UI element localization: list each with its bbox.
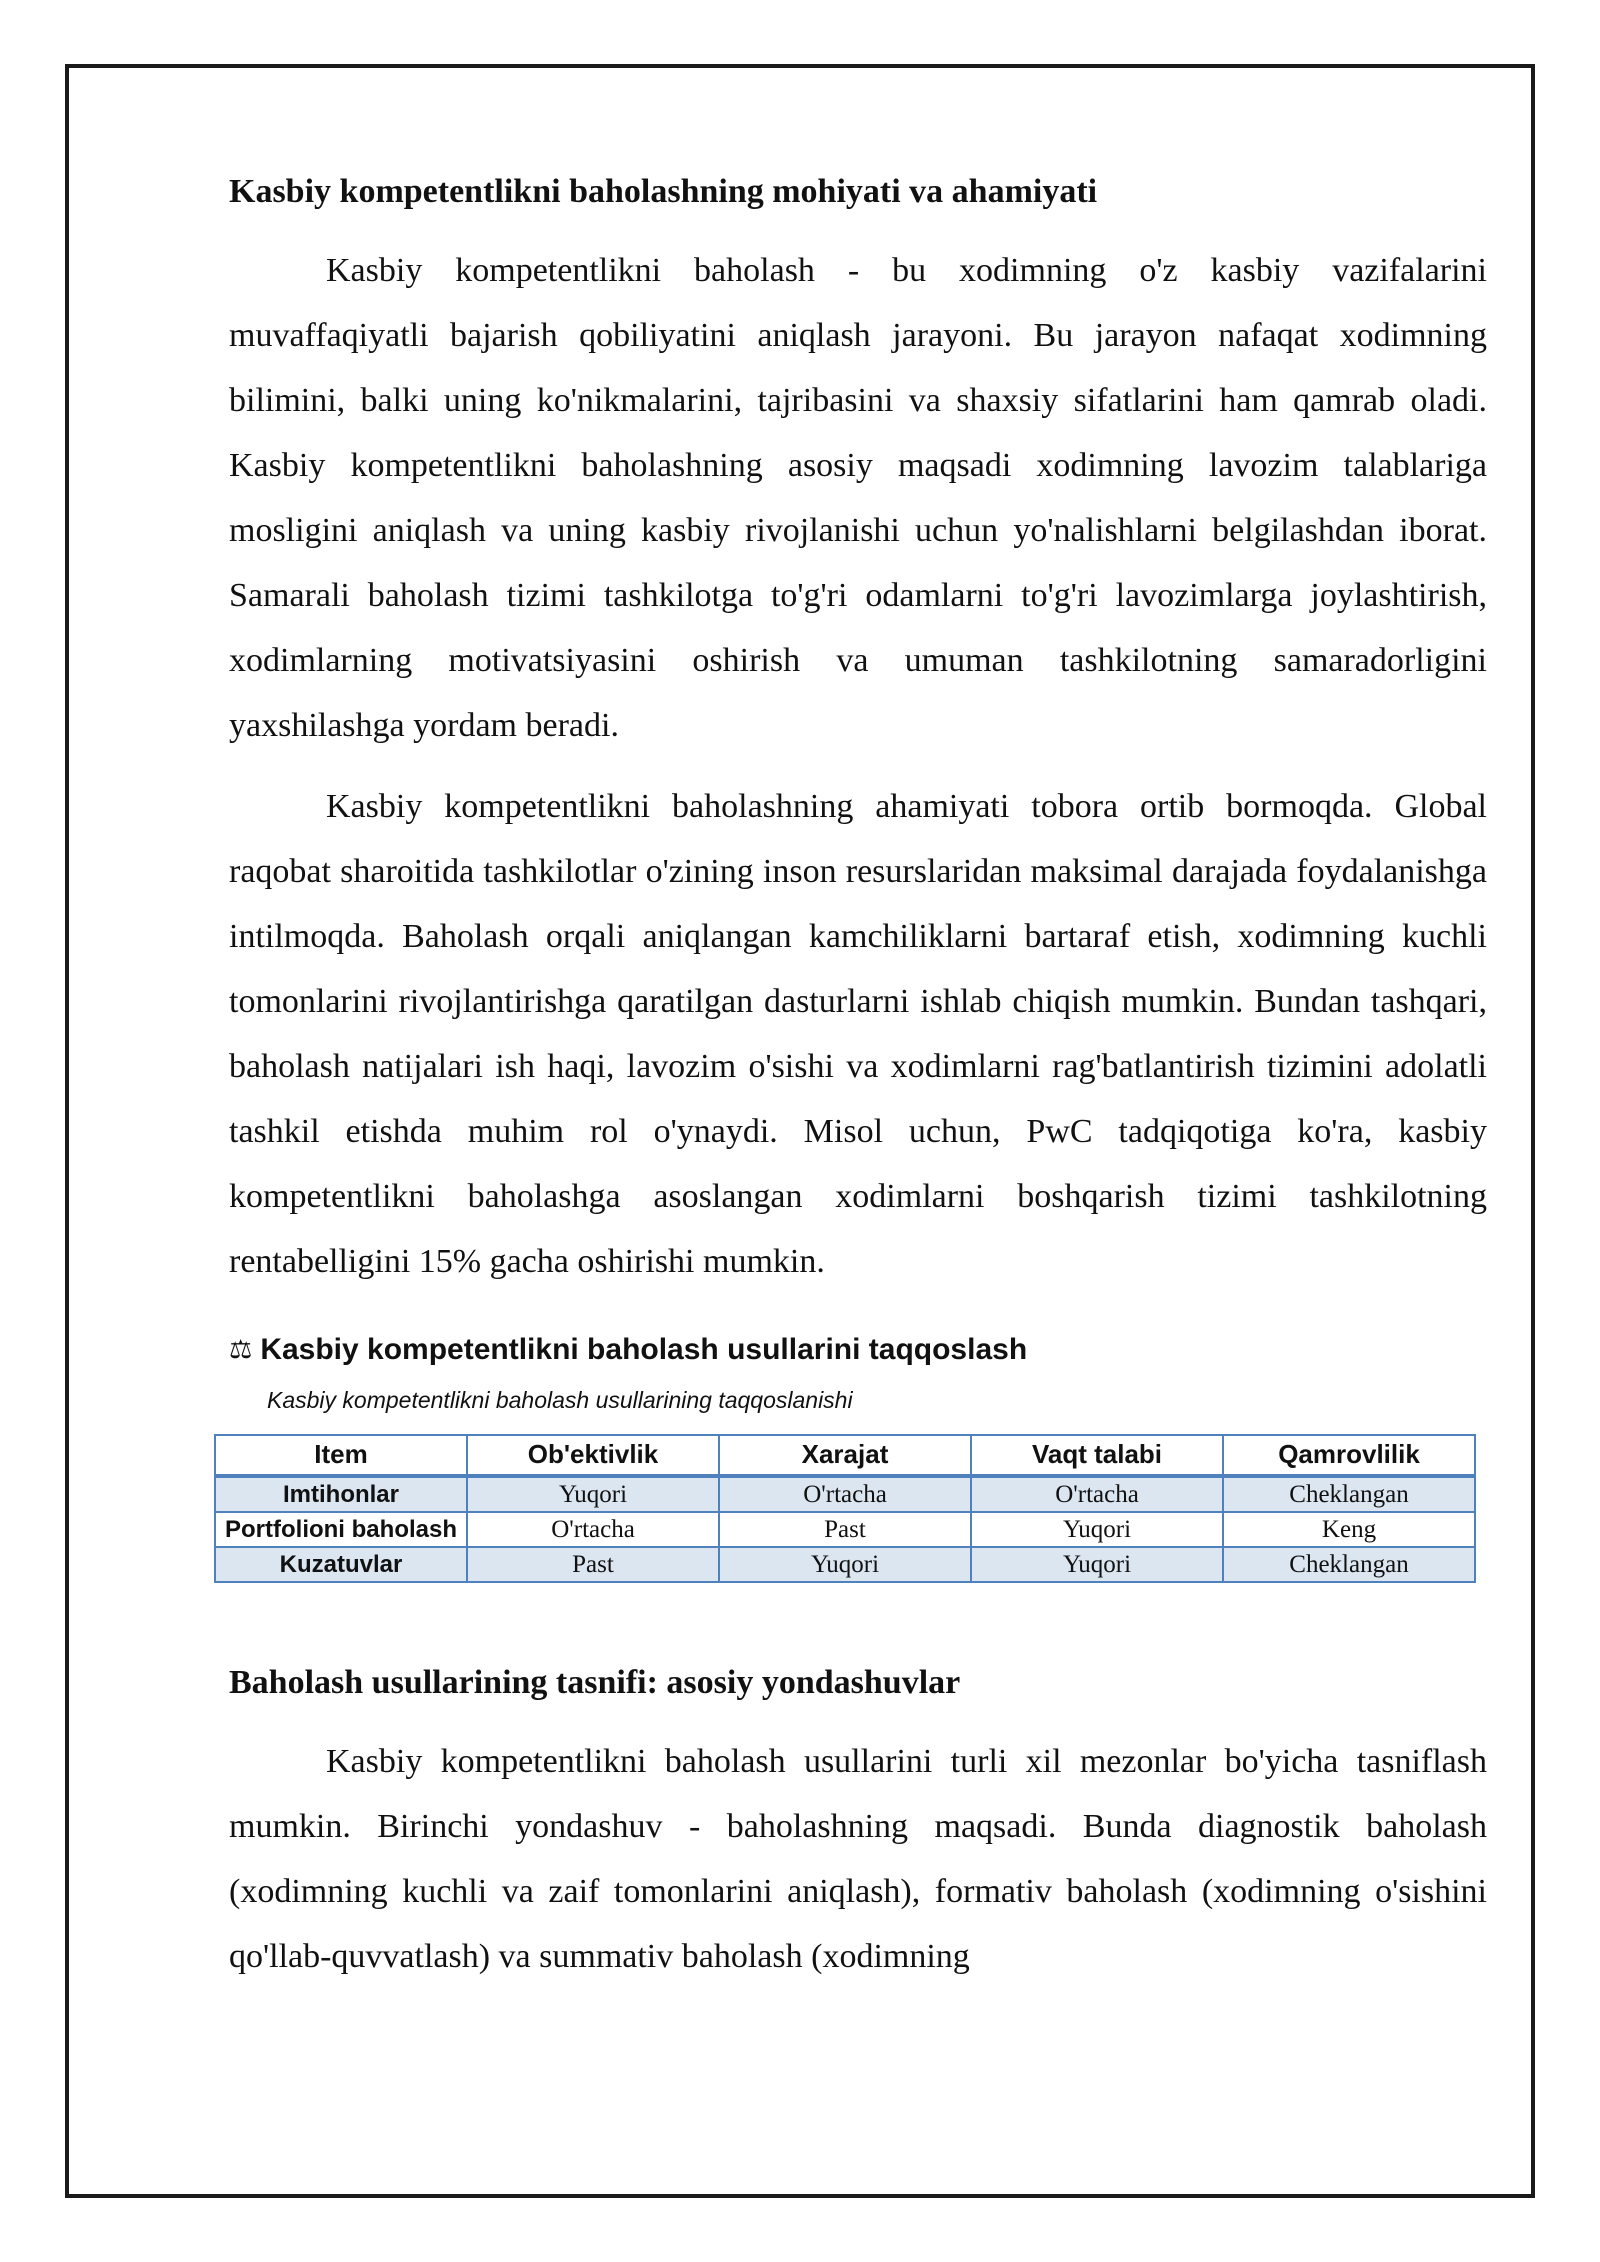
- column-header-coverage: Qamrovlilik: [1223, 1435, 1475, 1476]
- table-cell: Cheklangan: [1223, 1547, 1475, 1582]
- column-header-item: Item: [215, 1435, 467, 1476]
- table-cell: O'rtacha: [719, 1476, 971, 1512]
- page-content: [225, 168, 1487, 2005]
- table-cell: O'rtacha: [467, 1512, 719, 1547]
- column-header-time: Vaqt talabi: [971, 1435, 1223, 1476]
- section-title-classification: Baholash usullarining tasnifi: asosiy yondashuvlar: [229, 1664, 961, 1701]
- row-label: Imtihonlar: [215, 1476, 467, 1512]
- comparison-table: [214, 1434, 1476, 1583]
- column-header-cost: Xarajat: [719, 1435, 971, 1476]
- table-cell: Cheklangan: [1223, 1476, 1475, 1512]
- table-heading: [229, 1330, 1487, 1370]
- table-row: [215, 1547, 1475, 1582]
- table-cell: Yuqori: [971, 1512, 1223, 1547]
- table-row: [215, 1476, 1475, 1512]
- paragraph-definition: Kasbiy kompetentlikni baholash - bu xodimning o'z kasbiy vazifalarini muvaffaqiyatli bajarish qobiliyatini aniqlash jarayoni. Bu jarayon nafaqat xodimning bilimini, balki uning ko'nikmalarini, tajribasini va shaxsiy sifatlarini ham qamrab oladi. Kasbiy kompetentlikni baholashning asosiy maqsadi xodimning lavozim talablariga mosligini aniqlash va uning kasbiy rivojlanishi uchun yo'nalishlarni belgilashdan iborat. Samarali baholash tizimi tashkilotga to'g'ri odamlarni to'g'ri lavozimlarga joylashtirish, xodimlarning motivatsiyasini oshirish va umuman tashkilotning samaradorligini yaxshilashga yordam beradi.: [229, 252, 1487, 744]
- table-header-row: [215, 1435, 1475, 1476]
- table-cell: Yuqori: [971, 1547, 1223, 1582]
- comparison-table-block: [225, 1330, 1487, 1583]
- table-cell: Past: [719, 1512, 971, 1547]
- table-caption: Kasbiy kompetentlikni baholash usullarining taqqoslanishi: [267, 1387, 853, 1413]
- section-spacer: [229, 1583, 1487, 1659]
- scale-icon: ⚖: [229, 1335, 253, 1365]
- row-label: Portfolioni baholash: [215, 1512, 467, 1547]
- paragraph-classification: Kasbiy kompetentlikni baholash usullarini turli xil mezonlar bo'yicha tasniflash mumkin. Birinchi yondashuv - baholashning maqsadi. Bunda diagnostik baholash (xodimning kuchli va zaif tomonlarini aniqlash), formativ baholash (xodimning o'sishini qo'llab-quvvatlash) va summativ baholash (xodimning: [229, 1743, 1487, 1975]
- table-cell: Keng: [1223, 1512, 1475, 1547]
- table-row: [215, 1512, 1475, 1547]
- table-cell: O'rtacha: [971, 1476, 1223, 1512]
- column-header-objectivity: Ob'ektivlik: [467, 1435, 719, 1476]
- paragraph-importance: Kasbiy kompetentlikni baholashning ahamiyati tobora ortib bormoqda. Global raqobat sharoitida tashkilotlar o'zining inson resurslaridan maksimal darajada foydalanishga intilmoqda. Baholash orqali aniqlangan kamchiliklarni bartaraf etish, xodimning kuchli tomonlarini rivojlantirishga qaratilgan dasturlarni ishlab chiqish mumkin. Bundan tashqari, baholash natijalari ish haqi, lavozim o'sishi va xodimlarni rag'batlantirish tizimini adolatli tashkil etishda muhim rol o'ynaydi. Misol uchun, PwC tadqiqotiga ko'ra, kasbiy kompetentlikni baholashga asoslangan xodimlarni boshqarish tizimi tashkilotning rentabelligini 15% gacha oshirishi mumkin.: [229, 788, 1487, 1280]
- row-label: Kuzatuvlar: [215, 1547, 467, 1582]
- section-title-essence: Kasbiy kompetentlikni baholashning mohiyati va ahamiyati: [229, 173, 1098, 210]
- table-heading-text: Kasbiy kompetentlikni baholash usullarini taqqoslash: [260, 1333, 1028, 1366]
- table-cell: Yuqori: [719, 1547, 971, 1582]
- table-cell: Yuqori: [467, 1476, 719, 1512]
- table-cell: Past: [467, 1547, 719, 1582]
